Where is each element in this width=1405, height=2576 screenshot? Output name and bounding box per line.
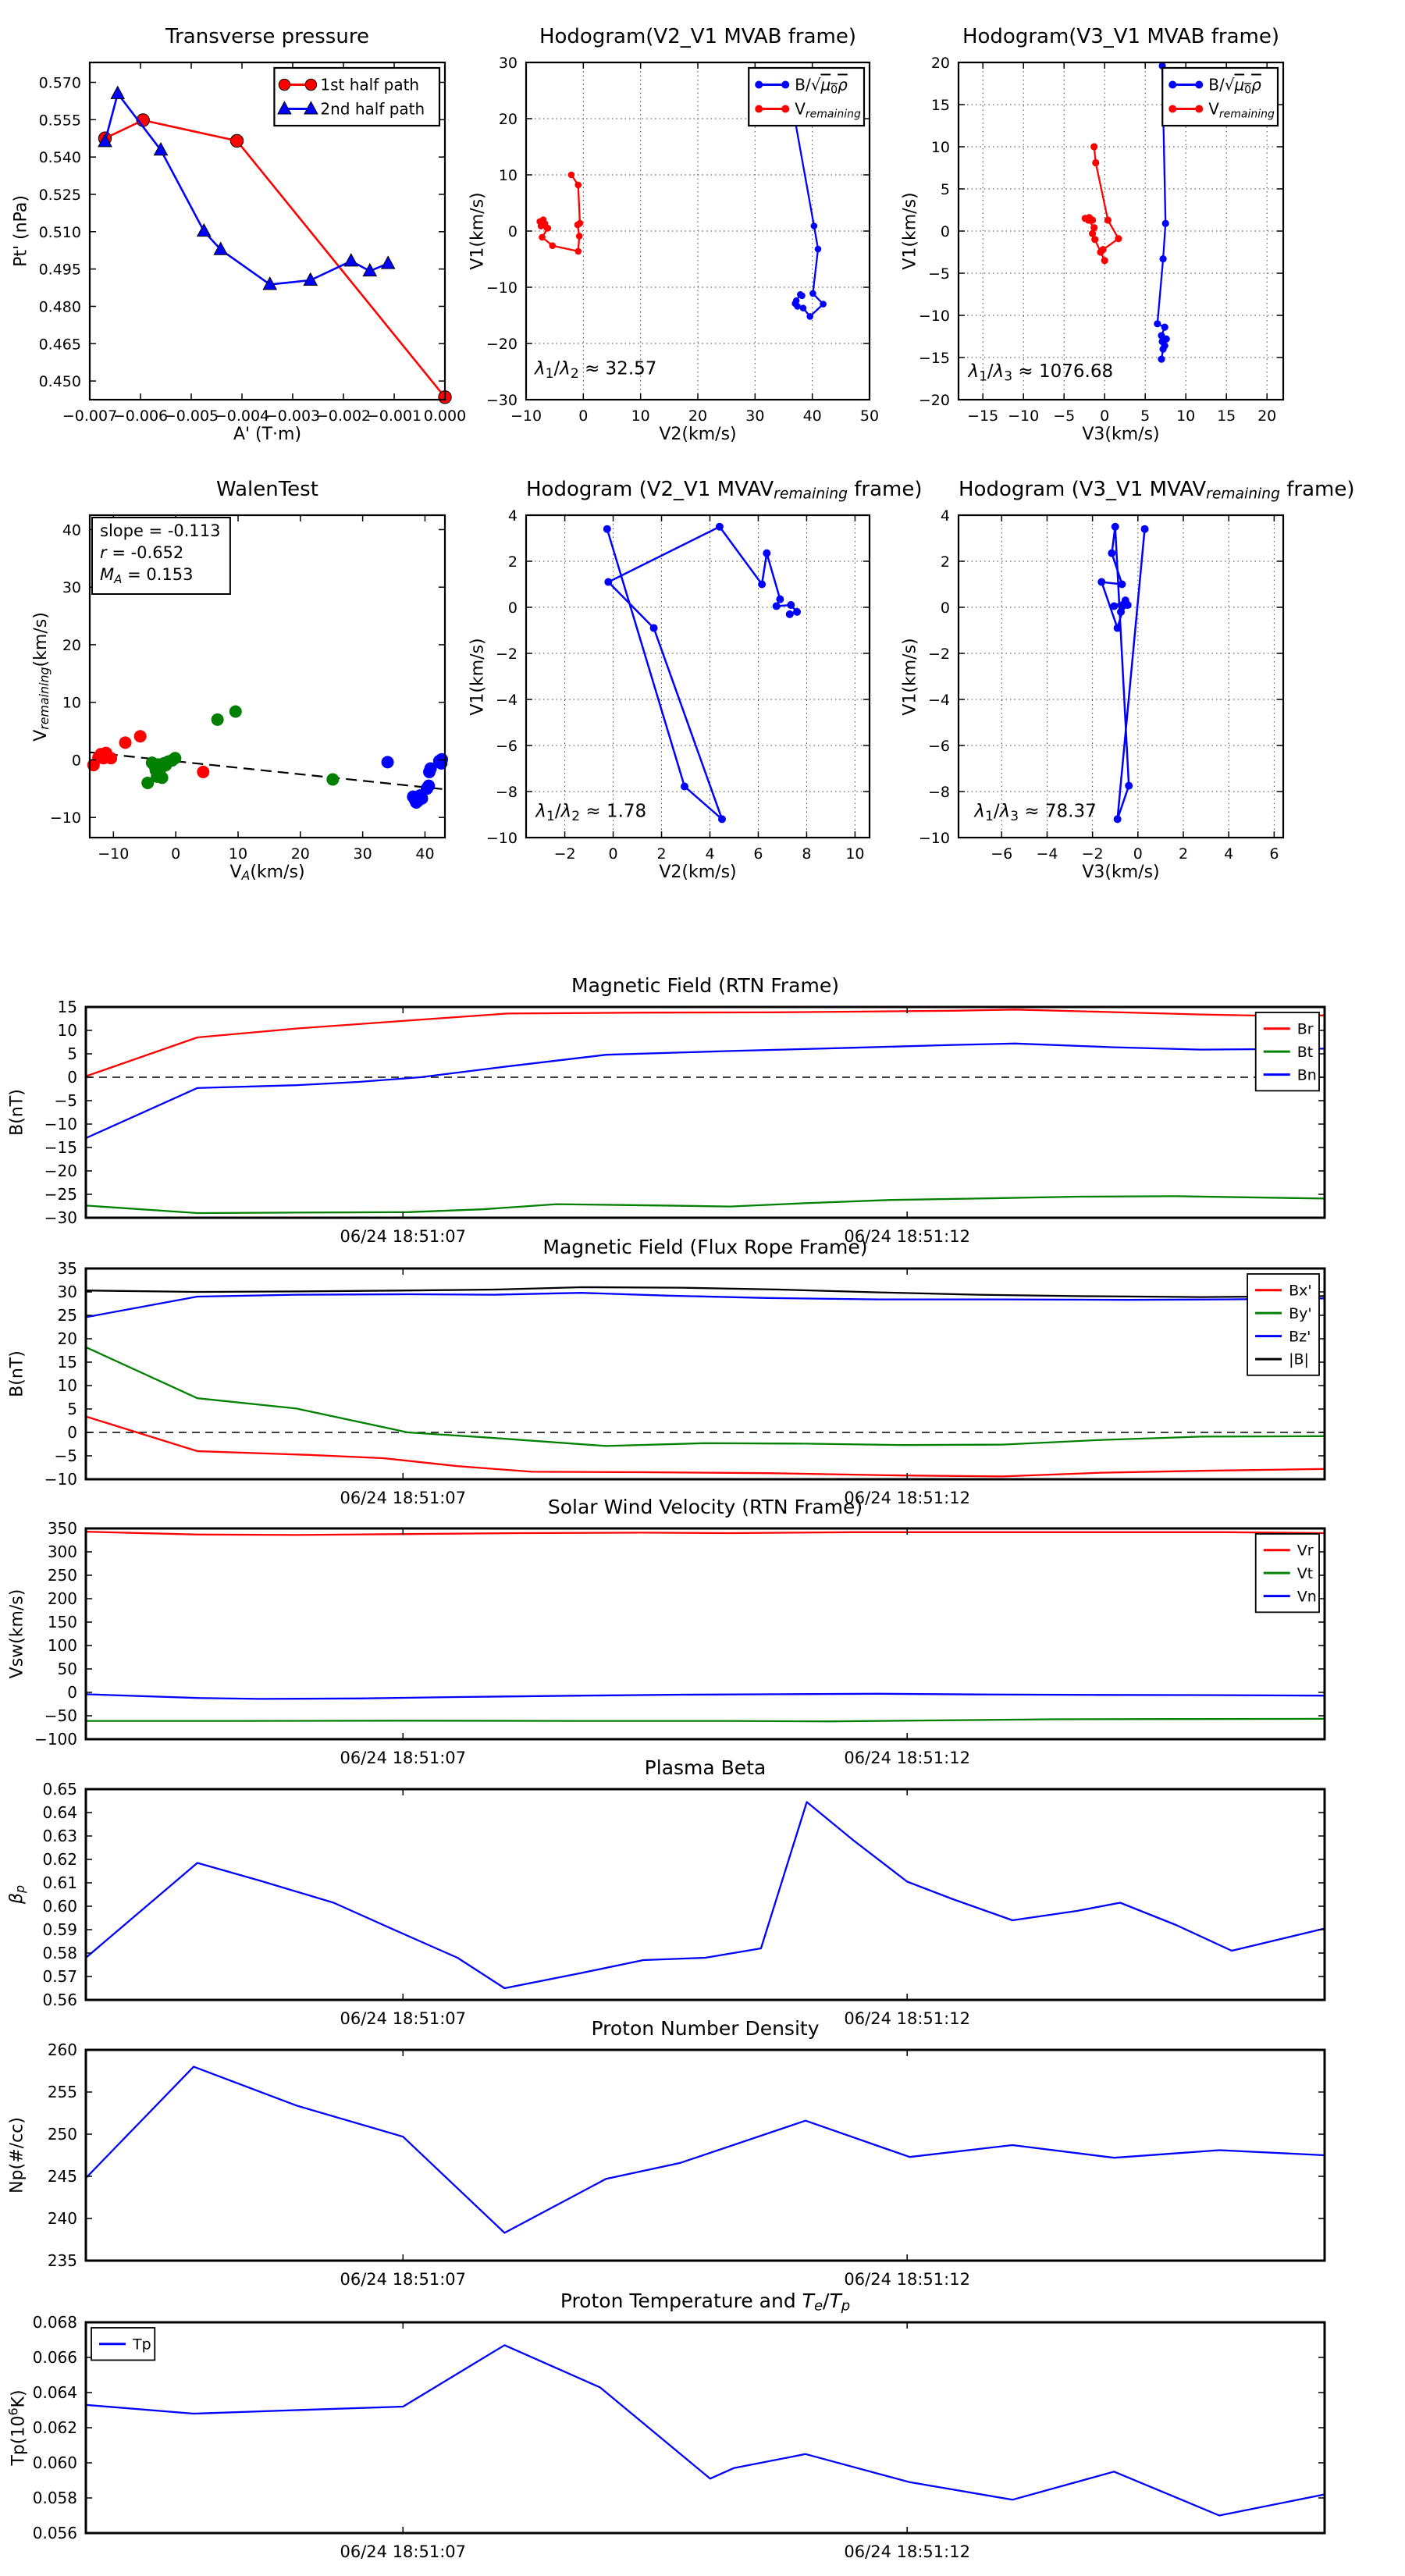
y-tick-label: −10 (49, 809, 81, 827)
legend-label: $V_{remaining}$ (1208, 99, 1275, 121)
y-tick-label: 0.064 (32, 2383, 77, 2402)
y-tick-label: 5 (67, 1400, 77, 1418)
x-axis-label: V3(km/s) (1082, 863, 1160, 882)
y-tick-label: −5 (54, 1446, 77, 1465)
plot-frame (526, 515, 870, 838)
y-tick-label: −30 (44, 1208, 77, 1227)
scatter-point (105, 752, 117, 764)
lambda-ratio-annotation: λ1/λ3 ≈ 78.37 (974, 801, 1097, 825)
y-tick-label: −15 (918, 350, 950, 367)
y-tick-label: −5 (927, 265, 950, 283)
plot-area (44, 998, 1325, 1246)
y-tick-label: 0 (67, 1423, 77, 1442)
y-tick-label: 10 (57, 1376, 77, 1395)
y-tick-label: 4 (940, 507, 950, 525)
x-tick-label: 06/24 18:51:07 (340, 2270, 467, 2289)
y-tick-label: −10 (44, 1115, 77, 1133)
walen-test-chart (30, 478, 445, 884)
plot-area (918, 507, 1283, 863)
y-axis-label: Vremaining(km/s) (30, 611, 52, 742)
y-axis-label: $Tp(10^6K)$ (5, 2389, 29, 2466)
x-tick-label: 0 (1133, 845, 1143, 863)
series-bx- (86, 1417, 1325, 1477)
plot-frame (86, 2322, 1325, 2533)
x-tick-label: −0.001 (366, 407, 422, 425)
lambda-ratio-annotation: λ1/λ2 ≈ 1.78 (535, 801, 647, 825)
x-tick-label: 0 (171, 845, 181, 863)
y-tick-label: 0 (67, 1068, 77, 1087)
y-tick-label: 0.480 (38, 298, 81, 316)
x-tick-label: −2 (1081, 845, 1104, 863)
chart-title: Proton Temperature and Te/Tp (560, 2290, 851, 2314)
series-v-remaining (1085, 147, 1119, 261)
chart-title: Hodogram (V3_V1 MVAVremaining frame) (959, 478, 1355, 503)
fit-stat-line: slope = -0.113 (100, 521, 221, 540)
y-axis-label: B(nT) (7, 1089, 27, 1136)
scatter-point (169, 752, 181, 764)
y-tick-label: −10 (44, 1470, 77, 1489)
hodogram-v3v1-mvab-chart (900, 25, 1283, 444)
y-tick-label: 10 (930, 139, 950, 156)
y-tick-label: 0.62 (42, 1850, 77, 1869)
series-beta-p (86, 1802, 1325, 1989)
x-tick-label: 0 (578, 407, 589, 425)
y-tick-label: 35 (57, 1259, 77, 1278)
y-tick-label: 0.56 (42, 1991, 77, 2009)
x-axis-label: V2(km/s) (659, 863, 737, 882)
x-tick-label: −0.006 (112, 407, 169, 425)
y-axis-label: βp (6, 1884, 28, 1905)
y-tick-label: −20 (486, 336, 518, 353)
y-tick-label: 20 (498, 111, 518, 128)
y-tick-label: 0.60 (42, 1897, 77, 1916)
plot-frame (86, 1789, 1325, 2000)
x-tick-label: −15 (967, 407, 999, 425)
y-tick-label: 20 (57, 1329, 77, 1348)
x-tick-label: −0.005 (163, 407, 219, 425)
x-tick-label: 06/24 18:51:07 (340, 1227, 467, 1246)
y-tick-label: 0.65 (42, 1780, 77, 1799)
y-axis-label: V1(km/s) (468, 637, 488, 716)
y-tick-label: 0.060 (32, 2453, 77, 2472)
scatter-point (422, 780, 435, 792)
legend-label: Vn (1297, 1588, 1317, 1606)
x-axis-label: VA(km/s) (229, 863, 305, 884)
chart-title: Transverse pressure (165, 25, 369, 48)
y-tick-label: −50 (44, 1706, 77, 1725)
y-tick-label: 4 (507, 507, 518, 525)
chart-title: Hodogram (V2_V1 MVAVremaining frame) (526, 478, 923, 503)
y-tick-label: 0 (940, 223, 950, 240)
x-tick-label: 8 (802, 845, 812, 863)
legend-label: $V_{remaining}$ (795, 99, 861, 121)
x-tick-label: 30 (353, 845, 372, 863)
y-tick-label: 0.450 (38, 373, 81, 391)
y-tick-label: 0.57 (42, 1967, 77, 1986)
legend-label: Tp (133, 2336, 151, 2354)
plot-area (918, 55, 1283, 425)
y-axis-label: B(nT) (7, 1350, 27, 1397)
lambda-ratio-annotation: λ1/λ2 ≈ 32.57 (535, 358, 657, 382)
lambda-ratio-annotation: λ1/λ3 ≈ 1076.68 (968, 361, 1114, 385)
y-tick-label: 30 (57, 1283, 77, 1301)
y-axis-label: V1(km/s) (900, 637, 920, 716)
x-tick-label: −5 (1053, 407, 1076, 425)
y-tick-label: 0.465 (38, 336, 81, 354)
y-tick-label: 260 (47, 2041, 77, 2059)
series-bn (86, 1044, 1325, 1138)
plot-area (32, 2313, 1325, 2561)
legend-label: $B/√\mu_0\rho$ (1208, 75, 1261, 97)
y-tick-label: −15 (44, 1138, 77, 1157)
series-vn (86, 1694, 1325, 1699)
y-tick-label: 15 (57, 1353, 77, 1372)
scatter-point (119, 736, 132, 749)
x-tick-label: 10 (631, 407, 650, 425)
x-tick-label: 06/24 18:51:12 (844, 2009, 970, 2028)
chart-title: Plasma Beta (644, 1756, 767, 1779)
scatter-point (229, 705, 242, 717)
x-tick-label: 0.000 (423, 407, 467, 425)
legend-label: |B| (1289, 1350, 1309, 1368)
x-tick-label: 4 (1224, 845, 1234, 863)
y-tick-label: −25 (44, 1185, 77, 1204)
series-v-remaining (540, 175, 580, 251)
y-axis-label: V1(km/s) (900, 192, 920, 270)
y-tick-label: 0.61 (42, 1873, 77, 1892)
y-tick-label: 0.062 (32, 2418, 77, 2437)
y-tick-label: 0.058 (32, 2489, 77, 2507)
y-tick-label: −6 (495, 738, 518, 755)
legend-label: Bz' (1289, 1328, 1311, 1346)
y-tick-label: 40 (62, 521, 81, 539)
plasma-beta-chart (6, 1756, 1325, 2028)
x-tick-label: −10 (98, 845, 130, 863)
x-axis-label: V3(km/s) (1082, 425, 1160, 444)
legend-label: Bt (1297, 1043, 1314, 1061)
plot-area (49, 515, 445, 863)
x-tick-label: 20 (1257, 407, 1277, 425)
y-tick-label: 15 (57, 998, 77, 1016)
x-tick-label: −10 (510, 407, 542, 425)
series-tp (86, 2345, 1325, 2515)
scatter-point (326, 774, 339, 786)
legend-label: 1st half path (320, 75, 420, 94)
y-tick-label: 0.510 (38, 223, 81, 241)
y-tick-label: 0.58 (42, 1944, 77, 1962)
y-tick-label: 235 (47, 2251, 77, 2270)
y-tick-label: 25 (57, 1306, 77, 1325)
y-tick-label: −6 (927, 738, 950, 755)
y-tick-label: 10 (62, 694, 81, 712)
scatter-point (156, 771, 169, 784)
y-tick-label: 250 (47, 1566, 77, 1585)
plot-area (47, 2041, 1325, 2289)
x-tick-label: 06/24 18:51:07 (340, 2542, 467, 2561)
x-tick-label: −10 (1008, 407, 1040, 425)
chart-title: Hodogram(V3_V1 MVAB frame) (962, 25, 1280, 48)
x-tick-label: 06/24 18:51:07 (340, 1489, 467, 1507)
x-tick-label: 06/24 18:51:12 (844, 1489, 970, 1507)
y-tick-label: 20 (62, 636, 81, 654)
y-tick-label: −4 (927, 692, 950, 709)
y-tick-label: 0.540 (38, 149, 81, 167)
legend-label: 2nd half path (320, 99, 425, 119)
x-tick-label: −2 (553, 845, 576, 863)
x-tick-label: 6 (1269, 845, 1279, 863)
plot-area (42, 1780, 1325, 2028)
transverse-pressure-chart (11, 25, 467, 444)
y-tick-label: −8 (495, 784, 518, 801)
y-axis-label: Np(#/cc) (7, 2117, 27, 2194)
y-tick-label: −10 (918, 830, 950, 847)
y-tick-label: 5 (940, 181, 950, 198)
series-v-remaining-path (1101, 527, 1144, 820)
legend-label: $B/√\mu_0\rho$ (795, 75, 848, 97)
y-tick-label: 0.056 (32, 2524, 77, 2542)
x-tick-label: 06/24 18:51:12 (844, 1227, 970, 1246)
x-tick-label: −0.002 (315, 407, 372, 425)
x-tick-label: 10 (845, 845, 865, 863)
series-bt (86, 1196, 1325, 1213)
series-vt (86, 1719, 1325, 1721)
y-tick-label: 20 (930, 55, 950, 72)
y-tick-label: 200 (47, 1589, 77, 1608)
scatter-point (212, 713, 224, 726)
y-tick-label: 5 (67, 1044, 77, 1063)
y-tick-label: 150 (47, 1613, 77, 1631)
y-tick-label: −10 (918, 308, 950, 325)
series-np (86, 2067, 1325, 2233)
y-tick-label: −2 (927, 646, 950, 663)
y-tick-label: 50 (57, 1660, 77, 1678)
y-tick-label: 0.525 (38, 186, 81, 204)
y-tick-label: 2 (940, 553, 950, 571)
x-tick-label: 06/24 18:51:12 (844, 2542, 970, 2561)
y-tick-label: 0.066 (32, 2348, 77, 2367)
y-axis-label: V1(km/s) (468, 192, 488, 270)
y-tick-label: 2 (507, 553, 518, 571)
y-tick-label: −2 (495, 646, 518, 663)
x-tick-label: 06/24 18:51:12 (844, 2270, 970, 2289)
solar-wind-velocity-chart (7, 1496, 1325, 1767)
y-tick-label: 100 (47, 1636, 77, 1655)
y-tick-label: 0 (67, 1683, 77, 1702)
x-tick-label: 40 (415, 845, 435, 863)
y-tick-label: 0.555 (38, 112, 81, 130)
y-tick-label: −20 (44, 1162, 77, 1180)
x-tick-label: 2 (1178, 845, 1189, 863)
x-tick-label: 06/24 18:51:07 (340, 1749, 467, 1767)
x-tick-label: −0.003 (265, 407, 321, 425)
y-tick-label: 30 (498, 55, 518, 72)
hodogram-v2v1-mvav-chart (468, 478, 923, 882)
y-tick-label: −30 (486, 392, 518, 409)
y-tick-label: 15 (930, 97, 950, 114)
x-tick-label: 6 (753, 845, 763, 863)
plot-area (34, 1519, 1325, 1767)
y-tick-label: −5 (54, 1091, 77, 1110)
fit-stat-line: $M_A = 0.153$ (100, 565, 194, 587)
legend-label: Br (1297, 1020, 1314, 1038)
y-tick-label: −100 (34, 1730, 77, 1749)
chart-title: Hodogram(V2_V1 MVAB frame) (539, 25, 857, 48)
y-tick-label: −8 (927, 784, 950, 801)
chart-title: Solar Wind Velocity (RTN Frame) (547, 1496, 863, 1518)
x-tick-label: 5 (1140, 407, 1151, 425)
scatter-point (382, 756, 394, 768)
y-axis-label: Pt' (nPa) (11, 195, 31, 267)
legend-label: By' (1289, 1304, 1312, 1322)
y-tick-label: −4 (495, 692, 518, 709)
y-tick-label: 0 (507, 223, 518, 240)
x-tick-label: 0 (1100, 407, 1110, 425)
y-tick-label: 0 (71, 752, 81, 770)
series-vr (86, 1532, 1325, 1535)
y-tick-label: 240 (47, 2209, 77, 2228)
y-tick-label: 10 (498, 167, 518, 184)
y-tick-label: 0 (507, 600, 518, 617)
legend-label: Vr (1297, 1542, 1314, 1560)
legend-label: Bx' (1289, 1282, 1312, 1300)
scatter-point (197, 766, 209, 778)
series-br (86, 1009, 1325, 1076)
hodogram-v2v1-mvab-chart (468, 25, 880, 444)
y-tick-label: −10 (486, 279, 518, 297)
y-tick-label: 250 (47, 2125, 77, 2144)
x-tick-label: 20 (688, 407, 708, 425)
x-tick-label: 0 (608, 845, 618, 863)
x-tick-label: 15 (1217, 407, 1236, 425)
chart-title: Magnetic Field (Flux Rope Frame) (542, 1236, 868, 1258)
fit-stat-line: r = -0.652 (100, 543, 184, 562)
series-by- (86, 1347, 1325, 1446)
proton-number-density-chart (7, 2017, 1325, 2289)
x-tick-label: 4 (705, 845, 715, 863)
plot-area (486, 55, 880, 425)
y-tick-label: 0.570 (38, 74, 81, 92)
scatter-point (134, 730, 147, 742)
magnetic-field-rtn-chart (7, 974, 1325, 1246)
y-tick-label: 350 (47, 1519, 77, 1538)
legend-label: Vt (1297, 1564, 1314, 1582)
y-tick-label: 0.068 (32, 2313, 77, 2332)
x-tick-label: 2 (656, 845, 667, 863)
x-tick-label: 10 (1176, 407, 1196, 425)
plot-frame (86, 1528, 1325, 1739)
y-tick-label: 0 (940, 600, 950, 617)
y-tick-label: 10 (57, 1021, 77, 1040)
series-1st-half-path (105, 120, 446, 397)
proton-temperature-chart (5, 2290, 1325, 2561)
x-tick-label: 06/24 18:51:12 (844, 1749, 970, 1767)
plot-frame (86, 1007, 1325, 1218)
y-tick-label: 0.64 (42, 1803, 77, 1822)
y-tick-label: 30 (62, 579, 81, 597)
legend-label: Bn (1297, 1066, 1317, 1084)
y-tick-label: 255 (47, 2083, 77, 2101)
y-tick-label: 0.63 (42, 1827, 77, 1845)
x-axis-label: A' (T·m) (233, 425, 302, 444)
chart-title: WalenTest (216, 478, 318, 501)
chart-title: Magnetic Field (RTN Frame) (571, 974, 839, 997)
x-axis-label: V2(km/s) (659, 425, 737, 444)
y-tick-label: −20 (918, 392, 950, 409)
x-tick-label: 06/24 18:51:07 (340, 2009, 467, 2028)
series-v-remaining-path (607, 527, 797, 820)
y-tick-label: 0.495 (38, 261, 81, 279)
y-tick-label: −10 (486, 830, 518, 847)
x-tick-label: −6 (991, 845, 1013, 863)
y-axis-label: Vsw(km/s) (7, 1589, 27, 1679)
x-tick-label: −0.007 (62, 407, 118, 425)
x-tick-label: 30 (745, 407, 765, 425)
x-tick-label: −4 (1036, 845, 1058, 863)
x-tick-label: 50 (859, 407, 880, 425)
y-tick-label: 0.59 (42, 1920, 77, 1939)
x-tick-label: 40 (802, 407, 822, 425)
y-tick-label: 300 (47, 1542, 77, 1561)
plot-area (38, 62, 467, 425)
chart-title: Proton Number Density (591, 2017, 820, 2040)
x-tick-label: 10 (228, 845, 248, 863)
x-tick-label: −0.004 (214, 407, 270, 425)
y-tick-label: 245 (47, 2167, 77, 2186)
hodogram-v3v1-mvav-chart (900, 478, 1355, 882)
plot-area (486, 507, 870, 863)
x-tick-label: 20 (290, 845, 310, 863)
